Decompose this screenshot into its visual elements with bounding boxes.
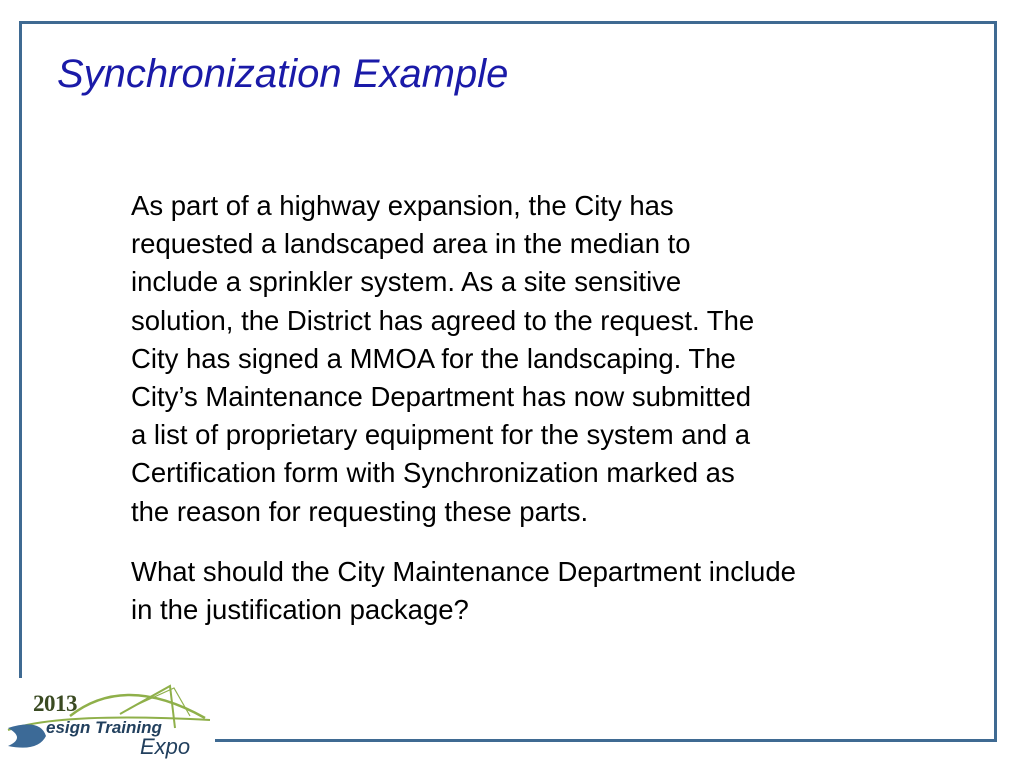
- body-line: a list of proprietary equipment for the system and a: [131, 419, 751, 451]
- body-line: the reason for requesting these parts.: [131, 495, 589, 527]
- body-line: requested a landscaped area in the median to: [131, 228, 691, 260]
- body-line: City has signed a MMOA for the landscaping. The: [131, 342, 736, 374]
- body-line: Certification form with Synchronization marked as: [131, 457, 735, 489]
- logo-expo: Expo: [140, 734, 191, 759]
- body-line: City’s Maintenance Department has now submitted: [131, 381, 752, 413]
- logo-design-training: esign Training: [46, 718, 162, 737]
- body-line: include a sprinkler system. As a site sensitive: [131, 266, 682, 298]
- logo-year: 2013: [33, 691, 77, 716]
- body-paragraph-1: [131, 187, 971, 531]
- body-paragraph-2: [131, 553, 971, 629]
- body-line: solution, the District has agreed to the request. The: [131, 304, 755, 336]
- letter-d-icon: [8, 724, 46, 747]
- body-line: As part of a highway expansion, the City has: [131, 190, 674, 221]
- slide-title: Synchronization Example: [57, 52, 509, 96]
- design-training-expo-logo: [0, 678, 215, 768]
- body-line: in the justification package?: [131, 594, 469, 626]
- slide-body: [131, 187, 971, 651]
- body-line: What should the City Maintenance Department include: [131, 555, 796, 587]
